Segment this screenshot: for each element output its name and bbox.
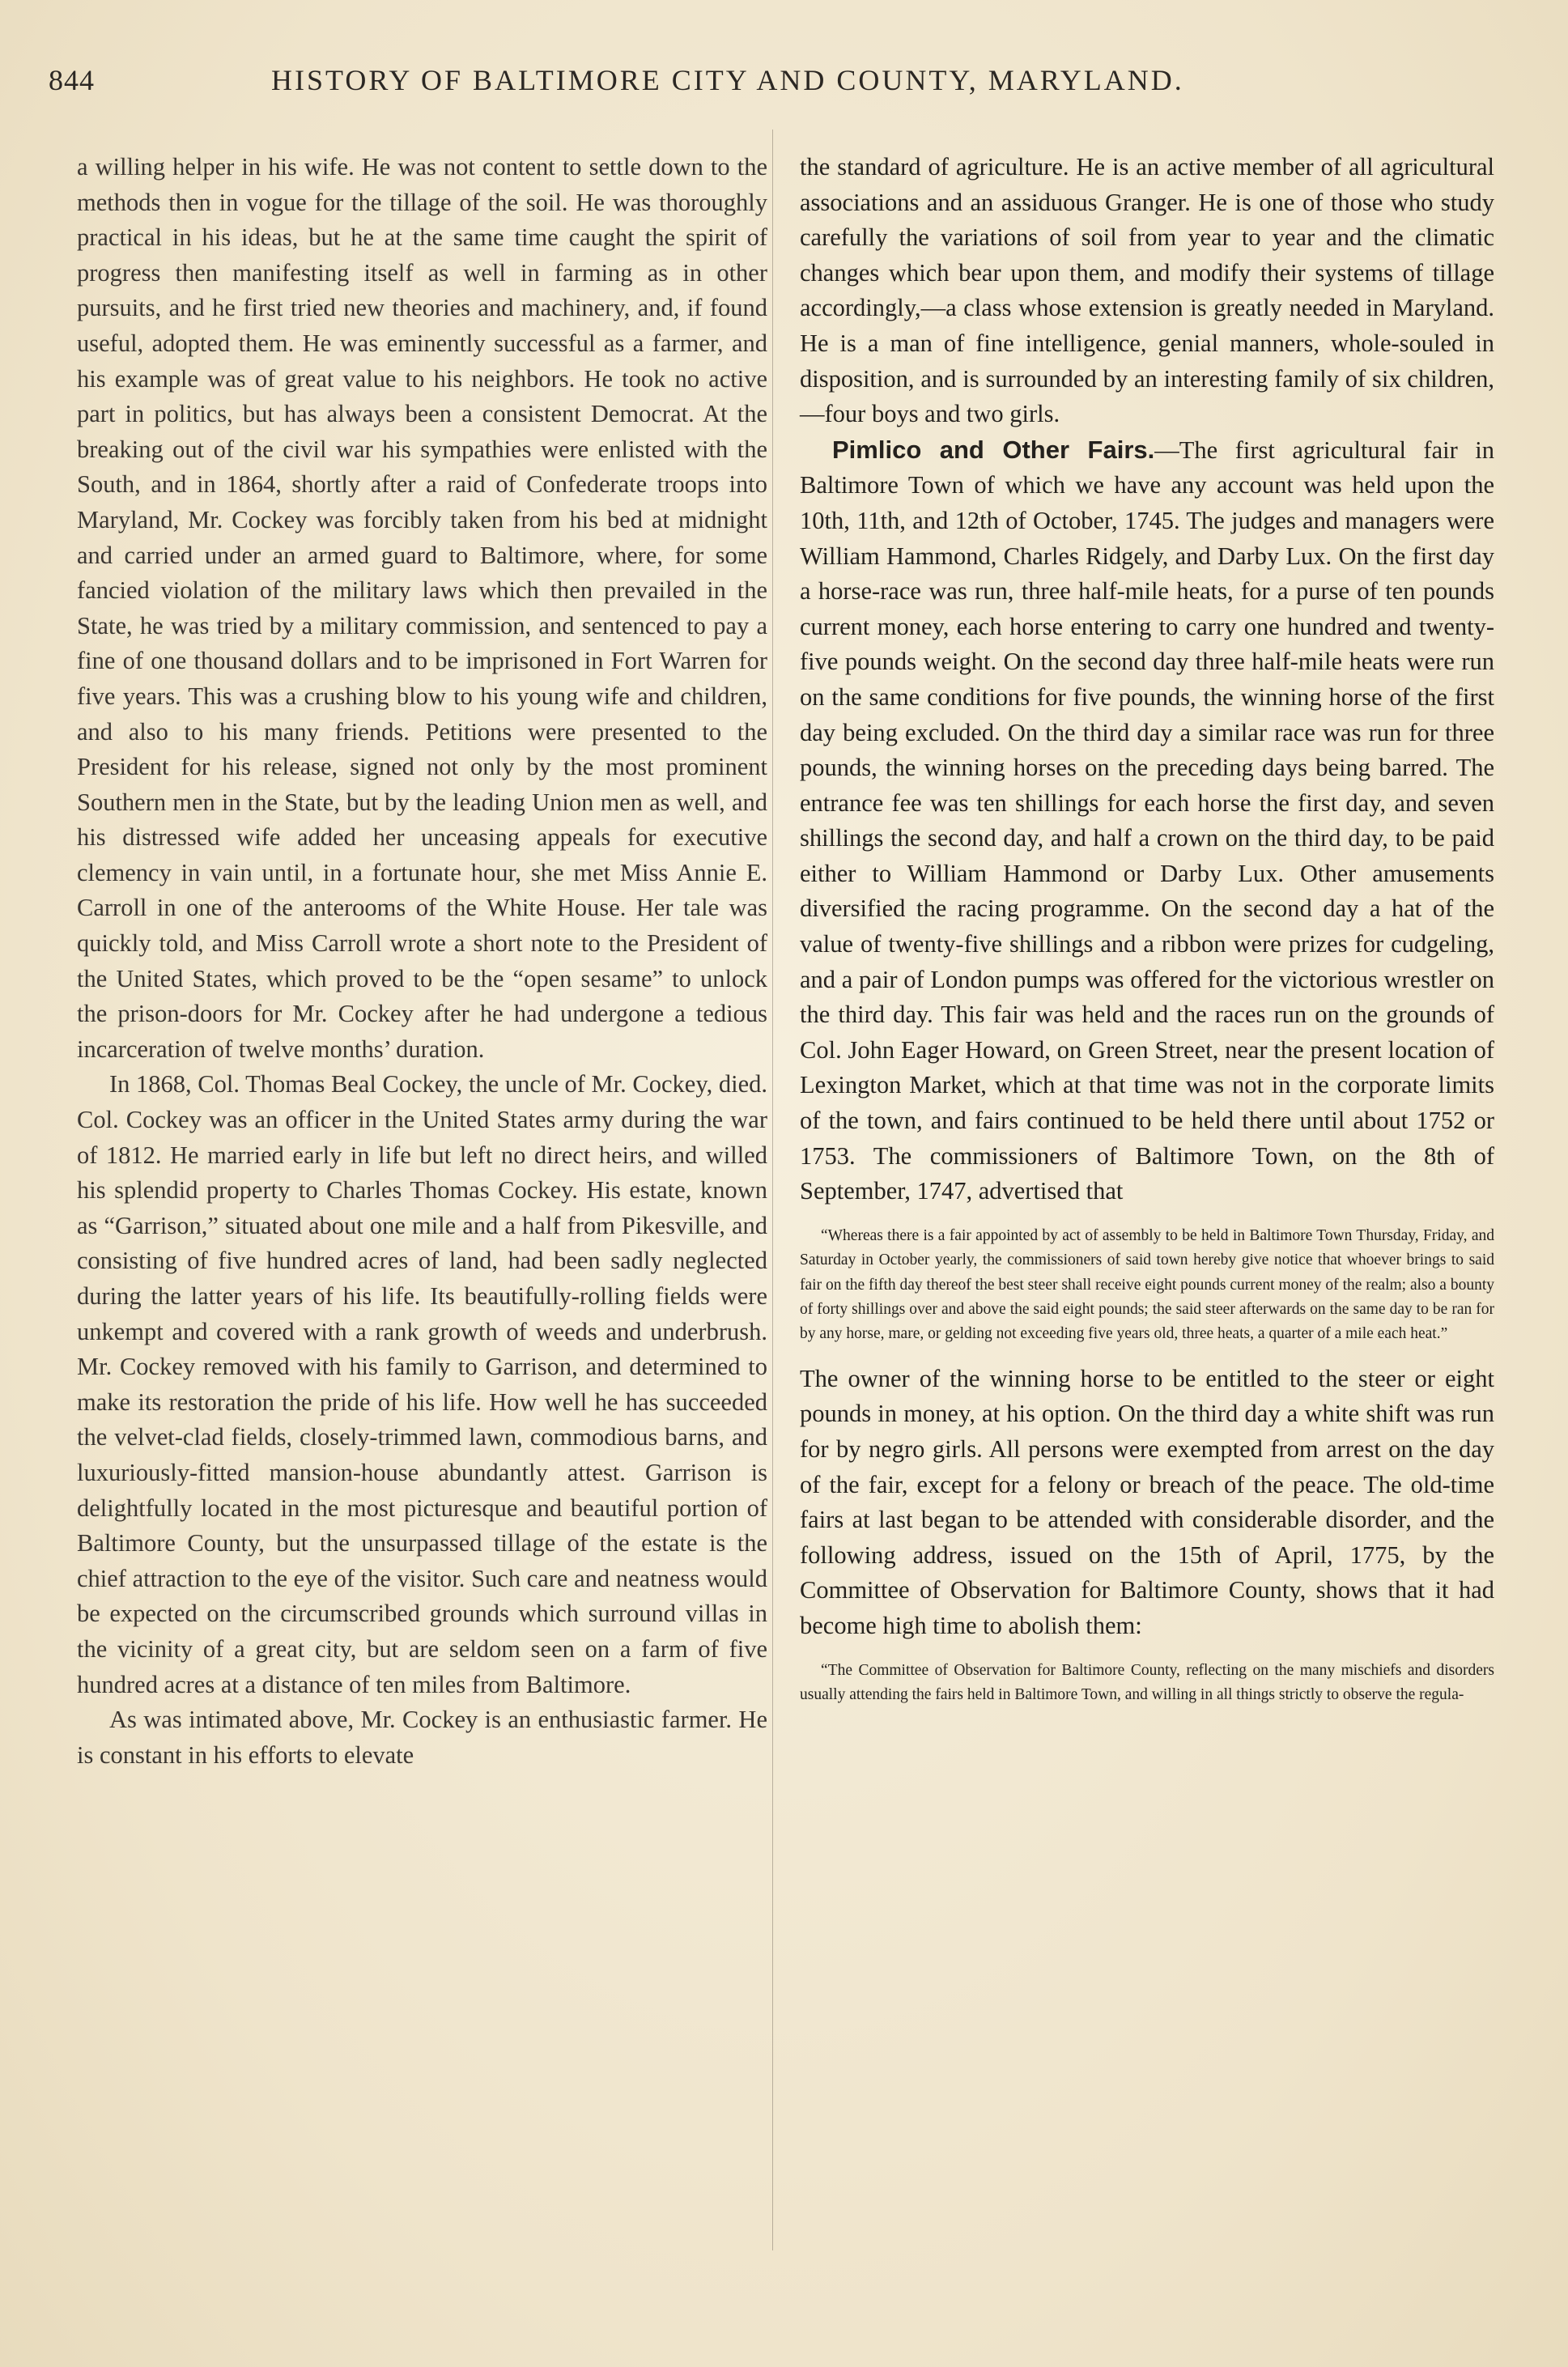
right-column [800, 150, 1494, 1722]
running-title: HISTORY OF BALTIMORE CITY AND COUNTY, MARYLAND. [271, 64, 1184, 96]
column-divider [772, 130, 773, 2250]
page-number: 844 [49, 64, 95, 96]
paragraph: The owner of the winning horse to be entitled to the steer or eight pounds in money, at his option. On the third day a white shift was run for by negro girls. All persons were exempted from arrest on the day of the fair, except for a felony or breach of the peace. The old-time fairs at last began to be attended with considerable disorder, and the following address, issued on the 15th of April, 1775, by the Committee of Observation for Baltimore County, shows that it had become high time to abolish them: [800, 1364, 1494, 1639]
block-quote: “The Committee of Observation for Baltimore County, reflecting on the many mischiefs and disorders usually attending the fairs held in Baltimore Town, and willing in all things strictly to observe the regula- [800, 1661, 1494, 1703]
paragraph: a willing helper in his wife. He was not content to settle down to the methods then in vogue for the tillage of the soil. He was thoroughly practical in his ideas, but he at the same time caught the spirit of progress then manifesting itself as well in farming as in other pursuits, and he first tried new theories and machinery, and, if found useful, adopted them. He was eminently successful as a farmer, and his example was of great value to his neighbors. He took no active part in politics, but has always been a consistent Democrat. At the breaking out of the civil war his sympathies were enlisted with the South, and in 1864, shortly after a raid of Confederate troops into Maryland, Mr. Cockey was forcibly taken from his bed at midnight and carried under an armed guard to Baltimore, where, for some fancied violation of the military laws which then prevailed in the State, he was tried by a military commission, and sentenced to pay a fine of one thousand dollars and to be imprisoned in Fort Warren for five years. This was a crushing blow to his young wife and children, and also to his many friends. Petitions were presented to the President for his release, signed not only by the most prominent Southern men in the State, but by the leading Union men as well, and his distressed wife added her unceasing appeals for executive clemency in vain until, in a fortunate hour, she met Miss Annie E. Carroll in one of the anterooms of the White House. Her tale was quickly told, and Miss Carroll wrote a short note to the President of the United States, which proved to be the “open sesame” to unlock the prison-doors for Mr. Cockey after he had undergone a tedious incarceration of twelve months’ duration. [77, 153, 767, 1063]
paragraph: the standard of agriculture. He is an active member of all agricultural associations and an assiduous Granger. He is one of those who study carefully the variations of soil from year to year and the climatic changes which bear upon them, and modify their systems of tillage accordingly,—a class whose extension is greatly needed in Maryland. He is a man of fine intelligence, genial manners, whole-souled in disposition, and is surrounded by an interesting family of six children,—four boys and two girls. [800, 153, 1494, 428]
section-paragraph [800, 432, 1494, 1209]
block-quote: “Whereas there is a fair appointed by act of assembly to be held in Baltimore Town Thursday, Friday, and Saturday in October yearly, the commissioners of said town hereby give notice that whoever brings to said fair on the fifth day thereof the best steer shall receive eight pounds current money of the realm; also a bounty of forty shillings over and above the said eight pounds; the said steer afterwards on the same day to be ran for by any horse, mare, or gelding not exceeding five years old, three heats, a quarter of a mile each heat.” [800, 1226, 1494, 1343]
left-column [77, 150, 767, 1773]
paragraph: As was intimated above, Mr. Cockey is an enthusiastic farmer. He is constant in his efforts to elevate [77, 1706, 767, 1769]
paragraph: In 1868, Col. Thomas Beal Cockey, the uncle of Mr. Cockey, died. Col. Cockey was an officer in the United States army during the war of 1812. He married early in life but left no direct heirs, and willed his splendid property to Charles Thomas Cockey. His estate, known as “Garrison,” situated about one mile and a half from Pikesville, and consisting of five hundred acres of land, had been sadly neglected during the latter years of his life. Its beautifully-rolling fields were unkempt and covered with a rank growth of weeds and underbrush. Mr. Cockey removed with his family to Garrison, and determined to make its restoration the pride of his life. How well he has succeeded the velvet-clad fields, closely-trimmed lawn, commodious barns, and luxuriously-fitted mansion-house abundantly attest. Garrison is delightfully located in the most picturesque and beautiful portion of Baltimore County, but the unsurpassed tillage of the estate is the chief attraction to the eye of the visitor. Such care and neatness would be expected on the circumscribed grounds which surround villas in the vicinity of a great city, but are seldom seen on a farm of five hundred acres at a distance of ten miles from Baltimore. [77, 1070, 767, 1698]
page-header [49, 63, 1311, 112]
section-heading: Pimlico and Other Fairs. [832, 435, 1155, 464]
section-text: —The first agricultural fair in Baltimore Town of which we have any account was held upon the 10th, 11th, and 12th of October, 1745. The judges and managers were William Hammond, Charles Ridgely, and Darby Lux. On the first day a horse-race was run, three half-mile heats, for a purse of ten pounds current money, each horse entering to carry one hundred and twenty-five pounds weight. On the second day three half-mile heats were run on the same conditions for five pounds, the winning horse of the first day being excluded. On the third day a similar race was run for three pounds, the winning horses on the preceding days being barred. The entrance fee was ten shillings for each horse the first day, and seven shillings the second day, and half a crown on the third day, to be paid either to William Hammond or Darby Lux. Other amusements diversified the racing programme. On the second day a hat of the value of twenty-five shillings and a ribbon were prizes for cudgeling, and a pair of London pumps was offered for the victorious wrestler on the third day. This fair was held and the races run on the grounds of Col. John Eager Howard, on Green Street, near the present location of Lexington Market, which at that time was not in the corporate limits of the town, and fairs continued to be held there until about 1752 or 1753. The commissioners of Baltimore Town, on the 8th of September, 1747, advertised that [800, 436, 1494, 1205]
